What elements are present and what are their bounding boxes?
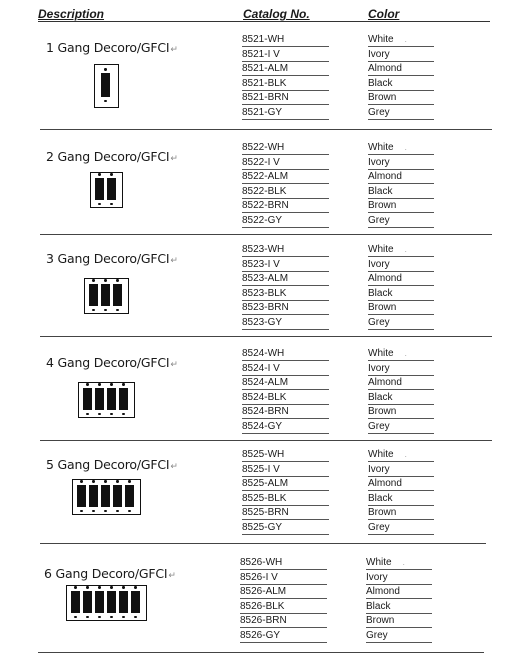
color-value: Grey — [368, 421, 390, 432]
wallplate-6-gang-icon — [66, 585, 147, 621]
screw-hole — [116, 279, 118, 281]
screw-hole — [104, 309, 106, 311]
section-divider — [40, 440, 492, 441]
color-name — [368, 301, 434, 315]
color-value: Almond — [368, 273, 402, 285]
catalog-number: 8525-BLK — [242, 492, 329, 506]
screw-hole — [80, 480, 82, 482]
paragraph-mark-icon: ↵ — [170, 154, 178, 164]
screw-hole — [116, 480, 118, 482]
catalog-number: 8522-WH — [242, 141, 329, 155]
color-value: Ivory — [368, 48, 390, 60]
product-title-text: 2 Gang Decoro/GFCI — [46, 149, 170, 164]
catalog-number: 8526-ALM — [240, 585, 327, 599]
catalog-number: 8521-GY — [242, 106, 329, 120]
decorator-opening — [107, 388, 116, 410]
color-name — [368, 376, 434, 390]
section-divider — [40, 234, 492, 235]
color-value: Grey — [368, 215, 390, 226]
wallplate-4-gang-icon — [78, 382, 135, 418]
screw-hole — [104, 100, 106, 102]
screw-hole — [98, 586, 100, 588]
color-value: White — [368, 348, 394, 359]
color-name — [368, 106, 434, 120]
screw-hole — [98, 173, 100, 175]
paragraph-mark-icon: ↵ — [168, 571, 176, 581]
screw-hole — [110, 616, 112, 618]
trailing-dots: . — [393, 450, 407, 459]
color-value: Almond — [366, 586, 400, 598]
screw-hole — [104, 68, 106, 70]
color-name — [368, 521, 434, 535]
catalog-number: 8524-I V — [242, 362, 329, 376]
color-name — [368, 506, 434, 520]
paragraph-mark-icon: ↵ — [170, 45, 178, 55]
color-value: Black — [368, 492, 393, 504]
wallplate-1-gang-icon — [94, 64, 119, 108]
catalog-number: 8524-ALM — [242, 376, 329, 390]
decorator-opening — [95, 178, 104, 200]
color-name — [368, 185, 434, 199]
decorator-opening — [77, 485, 86, 507]
screw-hole — [104, 279, 106, 281]
catalog-number: 8526-I V — [240, 571, 327, 585]
color-value: Ivory — [368, 362, 390, 374]
screw-hole — [122, 413, 124, 415]
decorator-opening — [71, 591, 80, 613]
screw-hole — [128, 480, 130, 482]
color-value: White — [368, 142, 394, 153]
color-name — [368, 243, 434, 257]
wallplate-3-gang-icon — [84, 278, 129, 314]
color-name — [368, 477, 434, 491]
screw-hole — [92, 309, 94, 311]
paragraph-mark-icon: ↵ — [170, 462, 178, 472]
screw-hole — [86, 616, 88, 618]
decorator-opening — [83, 591, 92, 613]
color-name — [368, 347, 434, 361]
catalog-number: 8523-GY — [242, 316, 329, 330]
product-title-text: 5 Gang Decoro/GFCI — [46, 457, 170, 472]
color-name — [368, 463, 434, 477]
screw-hole — [110, 586, 112, 588]
screw-hole — [134, 616, 136, 618]
screw-hole — [110, 383, 112, 385]
color-value: Brown — [368, 92, 397, 104]
decorator-opening — [101, 485, 110, 507]
catalog-number: 8521-WH — [242, 33, 329, 47]
catalog-number: 8526-GY — [240, 629, 327, 643]
color-value: Grey — [368, 317, 390, 328]
color-name — [368, 33, 434, 47]
screw-hole — [98, 383, 100, 385]
catalog-number: 8525-BRN — [242, 506, 329, 520]
trailing-dots: . — [393, 35, 407, 44]
color-name — [368, 362, 434, 376]
color-name — [368, 448, 434, 462]
catalog-number: 8521-ALM — [242, 62, 329, 76]
screw-hole — [128, 510, 130, 512]
color-value: Grey — [366, 630, 388, 641]
color-value: Grey — [368, 522, 390, 533]
product-title — [46, 40, 178, 55]
trailing-dots: . — [391, 558, 405, 567]
product-title-text: 1 Gang Decoro/GFCI — [46, 40, 170, 55]
color-value: Almond — [368, 63, 402, 75]
color-name — [366, 585, 432, 599]
screw-hole — [98, 203, 100, 205]
product-title-text: 6 Gang Decoro/GFCI — [44, 566, 168, 581]
paragraph-mark-icon: ↵ — [170, 256, 178, 266]
screw-hole — [104, 510, 106, 512]
header-rule — [38, 21, 490, 22]
catalog-number: 8524-GY — [242, 420, 329, 434]
color-name — [366, 629, 432, 643]
section-divider — [38, 652, 484, 653]
color-value: Black — [368, 287, 393, 299]
color-name — [368, 492, 434, 506]
decorator-opening — [107, 591, 116, 613]
decorator-opening — [95, 388, 104, 410]
wallplate-5-gang-icon — [72, 479, 141, 515]
color-value: Brown — [368, 302, 397, 314]
catalog-number: 8522-BRN — [242, 199, 329, 213]
trailing-dots: . — [393, 245, 407, 254]
color-name — [366, 600, 432, 614]
color-value: Almond — [368, 478, 402, 490]
decorator-opening — [131, 591, 140, 613]
color-name — [368, 405, 434, 419]
decorator-opening — [113, 485, 122, 507]
section-divider — [40, 543, 486, 544]
decorator-opening — [107, 178, 116, 200]
catalog-number: 8522-GY — [242, 214, 329, 228]
color-value: Ivory — [366, 571, 388, 583]
product-title — [46, 149, 178, 164]
color-name — [368, 258, 434, 272]
catalog-number: 8523-ALM — [242, 272, 329, 286]
screw-hole — [110, 173, 112, 175]
color-name — [368, 272, 434, 286]
color-name — [368, 156, 434, 170]
catalog-number: 8526-BLK — [240, 600, 327, 614]
color-value: Almond — [368, 377, 402, 389]
color-value: Black — [368, 77, 393, 89]
decorator-opening — [101, 73, 110, 97]
color-value: Brown — [366, 615, 395, 627]
color-name — [368, 170, 434, 184]
decorator-opening — [113, 284, 122, 306]
screw-hole — [86, 383, 88, 385]
product-title-text: 3 Gang Decoro/GFCI — [46, 251, 170, 266]
screw-hole — [86, 586, 88, 588]
color-value: White — [368, 244, 394, 255]
catalog-number: 8523-BLK — [242, 287, 329, 301]
color-name — [368, 48, 434, 62]
color-value: Ivory — [368, 258, 390, 270]
product-title — [44, 566, 176, 581]
screw-hole — [92, 510, 94, 512]
catalog-number: 8523-WH — [242, 243, 329, 257]
product-title — [46, 355, 178, 370]
screw-hole — [122, 586, 124, 588]
color-name — [368, 77, 434, 91]
color-name — [368, 214, 434, 228]
color-value: Brown — [368, 406, 397, 418]
color-name — [368, 420, 434, 434]
header-description: Description — [38, 7, 105, 21]
catalog-number: 8523-I V — [242, 258, 329, 272]
color-value: Brown — [368, 200, 397, 212]
decorator-opening — [83, 388, 92, 410]
color-name — [368, 199, 434, 213]
product-title — [46, 457, 178, 472]
section-divider — [40, 336, 492, 337]
catalog-number: 8525-ALM — [242, 477, 329, 491]
decorator-opening — [119, 591, 128, 613]
catalog-number: 8521-BRN — [242, 91, 329, 105]
color-value: Grey — [368, 107, 390, 118]
screw-hole — [92, 279, 94, 281]
color-name — [368, 391, 434, 405]
catalog-number: 8522-I V — [242, 156, 329, 170]
decorator-opening — [89, 485, 98, 507]
color-value: Black — [366, 600, 391, 612]
product-title-text: 4 Gang Decoro/GFCI — [46, 355, 170, 370]
color-value: Ivory — [368, 156, 390, 168]
decorator-opening — [89, 284, 98, 306]
wallplate-2-gang-icon — [90, 172, 123, 208]
color-name — [368, 62, 434, 76]
color-name — [368, 141, 434, 155]
color-value: Brown — [368, 507, 397, 519]
decorator-opening — [101, 284, 110, 306]
section-divider — [40, 129, 492, 130]
screw-hole — [122, 383, 124, 385]
trailing-dots: . — [393, 143, 407, 152]
screw-hole — [110, 413, 112, 415]
screw-hole — [74, 616, 76, 618]
catalog-number: 8524-WH — [242, 347, 329, 361]
header-color: Color — [368, 7, 400, 21]
decorator-opening — [119, 388, 128, 410]
color-value: Black — [368, 185, 393, 197]
screw-hole — [122, 616, 124, 618]
screw-hole — [92, 480, 94, 482]
color-value: Ivory — [368, 463, 390, 475]
catalog-number: 8524-BRN — [242, 405, 329, 419]
catalog-number: 8522-ALM — [242, 170, 329, 184]
catalog-number: 8526-BRN — [240, 614, 327, 628]
catalog-number: 8526-WH — [240, 556, 327, 570]
color-name — [368, 287, 434, 301]
color-name — [368, 91, 434, 105]
color-name — [366, 614, 432, 628]
color-value: White — [368, 34, 394, 45]
color-name — [366, 571, 432, 585]
catalog-number: 8525-WH — [242, 448, 329, 462]
catalog-number: 8521-I V — [242, 48, 329, 62]
product-title — [46, 251, 178, 266]
paragraph-mark-icon: ↵ — [170, 360, 178, 370]
catalog-number: 8525-I V — [242, 463, 329, 477]
decorator-opening — [125, 485, 134, 507]
color-value: White — [366, 557, 392, 568]
screw-hole — [74, 586, 76, 588]
color-name — [368, 316, 434, 330]
color-name — [366, 556, 432, 570]
decorator-opening — [95, 591, 104, 613]
screw-hole — [98, 616, 100, 618]
catalog-number: 8525-GY — [242, 521, 329, 535]
catalog-number: 8521-BLK — [242, 77, 329, 91]
screw-hole — [104, 480, 106, 482]
screw-hole — [116, 309, 118, 311]
screw-hole — [110, 203, 112, 205]
color-value: Black — [368, 391, 393, 403]
catalog-number: 8522-BLK — [242, 185, 329, 199]
color-value: White — [368, 449, 394, 460]
color-value: Almond — [368, 171, 402, 183]
screw-hole — [80, 510, 82, 512]
catalog-number: 8524-BLK — [242, 391, 329, 405]
trailing-dots: . — [393, 349, 407, 358]
screw-hole — [98, 413, 100, 415]
screw-hole — [134, 586, 136, 588]
screw-hole — [116, 510, 118, 512]
screw-hole — [86, 413, 88, 415]
header-catalog-no: Catalog No. — [243, 7, 310, 21]
catalog-number: 8523-BRN — [242, 301, 329, 315]
